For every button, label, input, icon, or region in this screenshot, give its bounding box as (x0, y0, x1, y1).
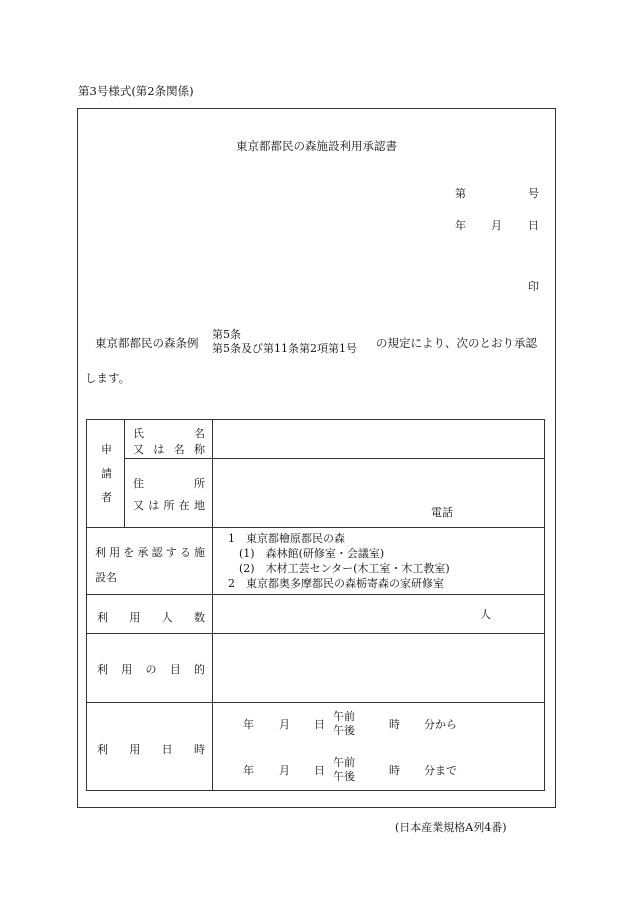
end-am-option[interactable]: 午前 (333, 756, 355, 769)
end-tsuki: 月 (279, 764, 290, 777)
applicant-label-1: 申 (101, 443, 112, 456)
body-ending: します。 (85, 371, 131, 385)
table-vline (212, 419, 213, 791)
end-ampm (333, 756, 355, 784)
users-count-field[interactable] (214, 596, 474, 632)
applicant-label-3: 者 (101, 491, 112, 504)
end-fun: 分まで (424, 764, 457, 777)
end-ji: 時 (389, 764, 400, 777)
start-nen: 年 (243, 718, 254, 731)
applicant-label-2: 請 (101, 467, 112, 480)
start-hi: 日 (314, 718, 325, 731)
article-option-a: 第5条 (212, 328, 241, 341)
ordinance-name: 東京都都民の森条例 (95, 336, 199, 350)
address-label-top: 住 所 (133, 477, 205, 490)
body-continuation: の規定により、次のとおり承認 (376, 336, 537, 350)
phone-label: 電話 (431, 506, 453, 519)
end-nen: 年 (243, 764, 254, 777)
date-hi: 日 (528, 219, 539, 232)
date-nen: 年 (455, 219, 466, 232)
table-vline (124, 419, 125, 527)
facility-item: (2) 木材工芸センター(木工室・木工教室) (228, 562, 450, 575)
name-field[interactable] (214, 421, 543, 457)
form-number: 第3号様式(第2条関係) (78, 84, 194, 98)
table-hline (86, 527, 545, 528)
number-dai: 第 (455, 187, 466, 200)
start-fun: 分から (424, 718, 457, 731)
seal-mark: 印 (528, 280, 539, 293)
start-pm-option[interactable]: 午後 (333, 724, 355, 737)
name-label-top: 氏 名 (133, 427, 205, 440)
facility-list (228, 531, 450, 591)
start-ji: 時 (389, 718, 400, 731)
document-title: 東京都都民の森施設利用承認書 (236, 139, 397, 153)
facility-item: (1) 森林館(研修室・会議室) (228, 547, 385, 560)
table-hline (86, 702, 545, 703)
article-options (212, 328, 357, 356)
facility-item: 1 東京都檜原都民の森 (228, 532, 345, 545)
start-am-option[interactable]: 午前 (333, 710, 355, 723)
table-hline (86, 594, 545, 595)
article-option-b: 第5条及び第11条第2項第1号 (212, 341, 357, 355)
date-label: 利 用 日 時 (97, 743, 205, 756)
date-tsuki: 月 (491, 219, 502, 232)
end-pm-option[interactable]: 午後 (333, 770, 355, 783)
address-label-bottom: 又 は 所 在 地 (133, 499, 205, 512)
address-field[interactable] (214, 460, 543, 526)
paper-size-note: (日本産業規格A列4番) (395, 821, 507, 834)
purpose-field[interactable] (214, 635, 543, 701)
number-go: 号 (528, 187, 539, 200)
end-hi: 日 (314, 764, 325, 777)
facility-item: 2 東京都奥多摩都民の森栃寄森の家研修室 (228, 577, 444, 590)
users-unit: 人 (480, 608, 491, 621)
name-label-bottom: 又 は 名 称 (133, 443, 205, 456)
users-label: 利 用 人 数 (97, 611, 205, 624)
start-ampm (333, 710, 355, 738)
facility-label-top: 利 用 を 承 認 す る 施 (95, 546, 205, 559)
facility-label-bottom: 設名 (95, 571, 117, 584)
table-hline (86, 633, 545, 634)
purpose-label: 利 用 の 目 的 (97, 663, 205, 676)
start-tsuki: 月 (279, 718, 290, 731)
table-hline (124, 458, 545, 459)
